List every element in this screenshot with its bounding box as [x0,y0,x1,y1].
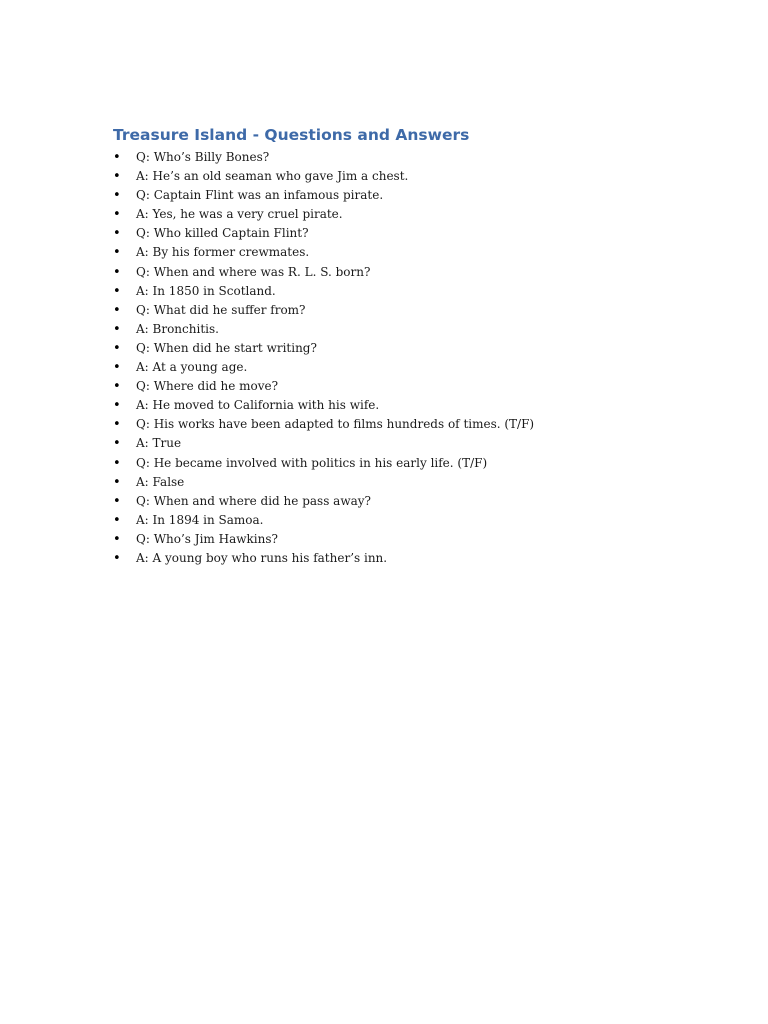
bullet-icon: • [113,417,121,433]
item-text: Q: Where did he move? [136,379,279,394]
answer-item [113,434,534,453]
bullet-icon: • [113,512,121,528]
answer-item [113,511,534,530]
item-text: A: In 1850 in Scotland. [136,283,276,298]
item-text: A: He’s an old seaman who gave Jim a chest. [136,169,409,184]
bullet-icon: • [113,474,121,490]
answer-item [113,396,534,415]
question-item [113,263,534,282]
answer-item [113,320,534,339]
answer-item [113,282,534,301]
item-text: Q: Who’s Jim Hawkins? [136,531,278,546]
bullet-icon: • [113,283,121,299]
item-text: A: Bronchitis. [136,321,219,336]
item-text: Q: Captain Flint was an infamous pirate. [136,188,384,203]
answer-item [113,473,534,492]
bullet-icon: • [113,550,121,566]
qa-bullet-list [113,148,534,568]
answer-item [113,358,534,377]
item-text: Q: When and where did he pass away? [136,493,371,508]
bullet-icon: • [113,340,121,356]
bullet-icon: • [113,150,121,165]
bullet-icon: • [113,398,121,414]
item-text: A: He moved to California with his wife. [136,398,380,413]
item-text: A: By his former crewmates. [136,245,310,260]
bullet-icon: • [113,169,121,185]
item-text: Q: Who killed Captain Flint? [136,226,309,241]
bullet-icon: • [113,455,121,471]
item-text: Q: When did he start writing? [136,340,317,355]
item-text: Q: His works have been adapted to films hundreds of times. (T/F) [136,417,535,432]
question-item [113,377,534,396]
question-item [113,186,534,205]
question-item [113,415,534,434]
question-item [113,339,534,358]
bullet-icon: • [113,302,121,318]
bullet-icon: • [113,493,121,509]
item-text: Q: What did he suffer from? [136,302,306,317]
bullet-icon: • [113,321,121,337]
item-text: A: A young boy who runs his father’s inn. [136,550,388,565]
question-item [113,148,534,167]
bullet-icon: • [113,436,121,452]
bullet-icon: • [113,531,121,547]
bullet-icon: • [113,379,121,395]
item-text: Q: He became involved with politics in his early life. (T/F) [136,455,488,470]
bullet-icon: • [113,188,121,204]
answer-item [113,549,534,568]
item-text: Q: When and where was R. L. S. born? [136,264,371,279]
bullet-icon: • [113,245,121,261]
item-text: A: False [136,474,185,489]
answer-item [113,243,534,262]
question-item [113,454,534,473]
bullet-icon: • [113,226,121,242]
question-item [113,224,534,243]
item-text: A: In 1894 in Samoa. [136,512,264,527]
question-item [113,530,534,549]
bullet-icon: • [113,207,121,223]
bullet-icon: • [113,360,121,376]
item-text: A: Yes, he was a very cruel pirate. [136,207,343,222]
question-item [113,301,534,320]
document-title: Treasure Island - Questions and Answers [113,126,470,144]
answer-item [113,205,534,224]
question-item [113,492,534,511]
item-text: A: At a young age. [136,360,248,375]
item-text: A: True [136,436,182,451]
item-text: Q: Who’s Billy Bones? [136,150,270,164]
bullet-icon: • [113,264,121,280]
answer-item [113,167,534,186]
